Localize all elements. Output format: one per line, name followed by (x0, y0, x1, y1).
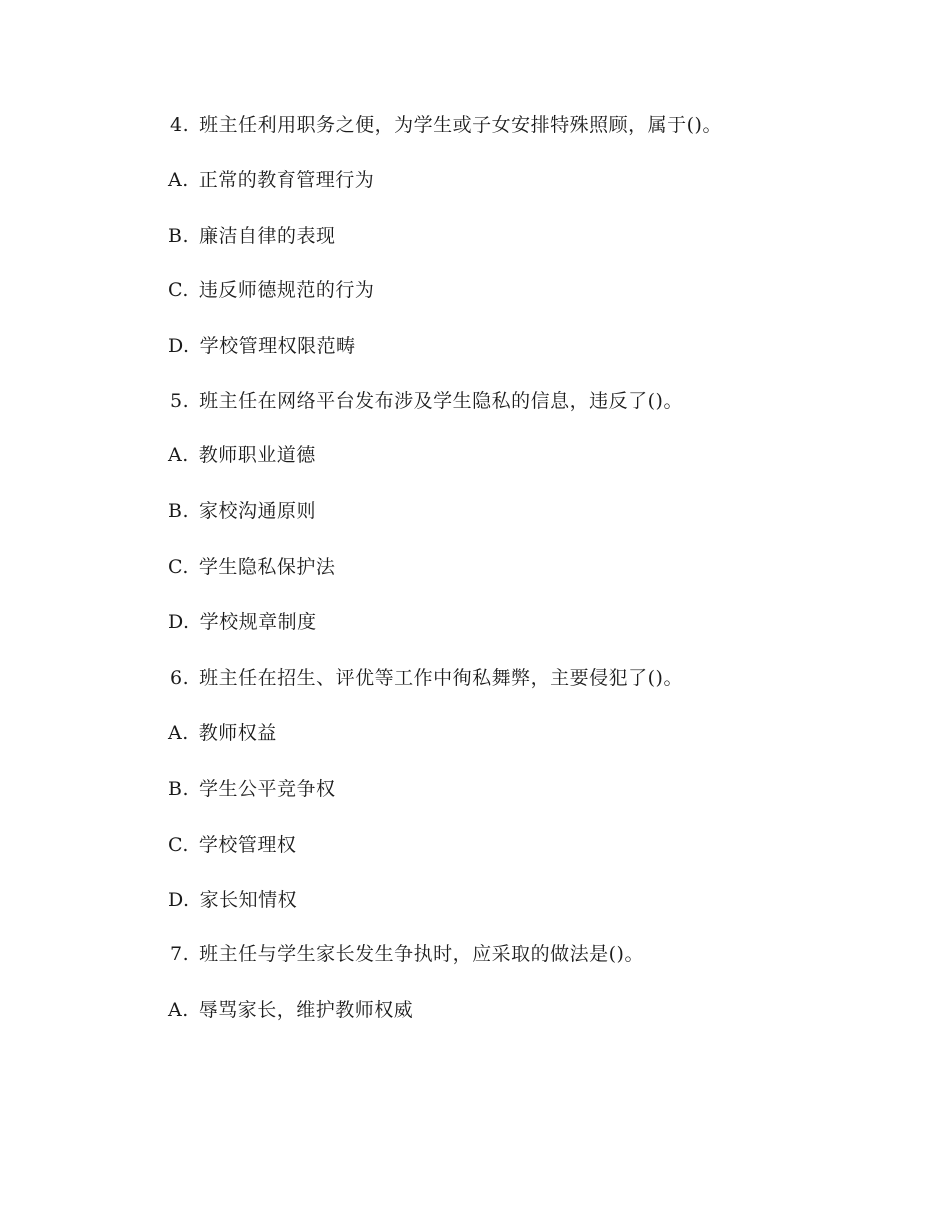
option-5a (168, 443, 316, 467)
question-text: 班主任在招生、评优等工作中徇私舞弊，主要侵犯了()。 (199, 667, 683, 689)
option-6c (168, 833, 296, 857)
option-letter: D. (168, 889, 190, 911)
question-6 (170, 666, 683, 690)
option-5c (168, 555, 335, 579)
option-6a (168, 721, 277, 745)
option-letter: A. (168, 169, 189, 191)
option-letter: B. (168, 500, 190, 522)
question-text: 班主任利用职务之便，为学生或子女安排特殊照顾，属于()。 (199, 114, 722, 136)
option-text: 学生公平竞争权 (199, 778, 336, 800)
option-text: 正常的教育管理行为 (198, 169, 375, 191)
option-7a (168, 998, 413, 1022)
question-text: 班主任与学生家长发生争执时，应采取的做法是()。 (199, 943, 644, 965)
option-letter: D. (168, 611, 190, 633)
option-text: 廉洁自律的表现 (199, 225, 336, 247)
option-letter: C. (168, 279, 189, 301)
option-text: 家校沟通原则 (199, 500, 317, 522)
option-6d (168, 888, 297, 912)
option-text: 教师权益 (198, 722, 277, 744)
question-4 (170, 113, 722, 137)
option-letter: B. (168, 225, 190, 247)
option-letter: C. (168, 556, 189, 578)
option-text: 学校规章制度 (199, 611, 317, 633)
option-4d (168, 334, 356, 358)
option-text: 违反师德规范的行为 (198, 279, 375, 301)
question-number: 5. (170, 390, 190, 412)
option-letter: A. (168, 999, 189, 1021)
option-letter: A. (168, 722, 189, 744)
option-text: 辱骂家长，维护教师权威 (198, 999, 414, 1021)
question-text: 班主任在网络平台发布涉及学生隐私的信息，违反了()。 (199, 390, 683, 412)
option-text: 家长知情权 (199, 889, 298, 911)
option-letter: B. (168, 778, 190, 800)
question-5 (170, 389, 683, 413)
option-5b (168, 499, 316, 523)
question-number: 6. (170, 667, 190, 689)
option-text: 教师职业道德 (198, 444, 316, 466)
question-number: 7. (170, 943, 190, 965)
option-letter: C. (168, 834, 189, 856)
option-6b (168, 777, 336, 801)
question-number: 4. (170, 114, 190, 136)
option-letter: D. (168, 335, 190, 357)
option-letter: A. (168, 444, 189, 466)
option-text: 学校管理权 (198, 834, 297, 856)
option-5d (168, 610, 317, 634)
question-7 (170, 942, 644, 966)
option-text: 学校管理权限范畴 (199, 335, 356, 357)
option-4a (168, 168, 374, 192)
option-4c (168, 278, 374, 302)
option-4b (168, 224, 336, 248)
option-text: 学生隐私保护法 (198, 556, 336, 578)
